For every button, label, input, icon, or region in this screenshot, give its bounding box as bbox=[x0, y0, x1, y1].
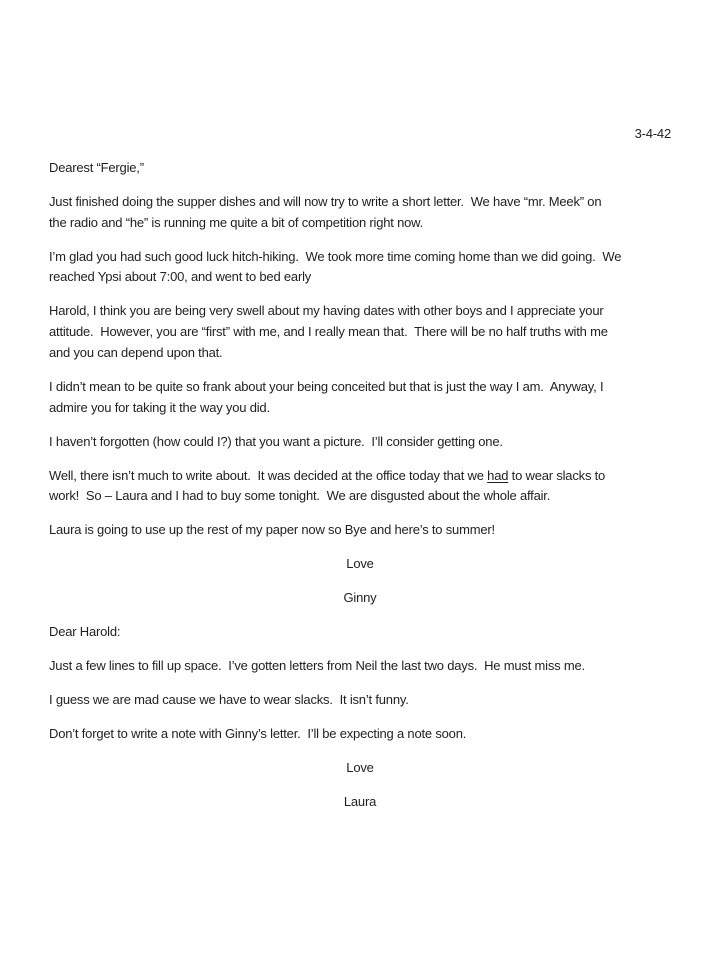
greeting-fergie-block bbox=[49, 158, 671, 179]
para-fill-space bbox=[49, 656, 671, 677]
closing-love-1 bbox=[49, 554, 671, 575]
line-segment: Well, there isn’t much to write about. It was decided at the office today that we bbox=[49, 467, 488, 483]
greeting-harold-block bbox=[49, 622, 671, 643]
text-line: I haven’t forgotten (how could I?) that you want a picture. I’ll consider getting one. bbox=[49, 433, 503, 449]
text-line: admire you for taking it the way you did. bbox=[49, 399, 270, 415]
text-line bbox=[49, 466, 671, 487]
para-harold-swell bbox=[49, 301, 671, 363]
text-line: I guess we are mad cause we have to wear slacks. It isn’t funny. bbox=[49, 692, 409, 708]
text-line: Just finished doing the supper dishes and will now try to write a short letter. We have “mr. Meek” on bbox=[49, 194, 602, 209]
greeting-fergie: Dearest “Fergie,” bbox=[49, 160, 144, 175]
signature-ginny bbox=[49, 588, 671, 609]
para-mad-slacks bbox=[49, 690, 671, 711]
para-frank-conceited bbox=[49, 377, 671, 418]
letter-date-block bbox=[49, 124, 671, 145]
para-note-reminder bbox=[49, 724, 671, 745]
para-hitch-hiking bbox=[49, 247, 671, 288]
letter-date: 3-4-42 bbox=[634, 126, 671, 141]
para-picture bbox=[49, 432, 671, 453]
text-line: I’m glad you had such good luck hitch-hiking. We took more time coming home than we did going. We bbox=[49, 248, 622, 264]
text-line: reached Ypsi about 7:00, and went to bed early bbox=[49, 269, 312, 285]
text-line: I didn’t mean to be quite so frank about your being conceited but that is just the way I am. Anyway, I bbox=[49, 378, 604, 394]
line-segment: to wear slacks to bbox=[508, 467, 606, 483]
para-paper-bye bbox=[49, 520, 671, 541]
closing-love-text: Love bbox=[346, 556, 374, 572]
para-slacks bbox=[49, 466, 671, 507]
text-line: attitude. However, you are “first” with me, and I really mean that. There will be no half truths with me bbox=[49, 324, 608, 340]
signature-laura bbox=[49, 792, 671, 813]
text-line: Laura is going to use up the rest of my paper now so Bye and here’s to summer! bbox=[49, 522, 495, 538]
text-line: the radio and “he” is running me quite a bit of competition right now. bbox=[49, 214, 424, 230]
signature-ginny-text: Ginny bbox=[343, 590, 377, 606]
para-supper-dishes bbox=[49, 192, 671, 233]
underlined-word-had: had bbox=[487, 467, 509, 483]
closing-love-2 bbox=[49, 758, 671, 779]
greeting-harold: Dear Harold: bbox=[49, 624, 121, 640]
signature-laura-text: Laura bbox=[343, 794, 377, 810]
text-line: work! So – Laura and I had to buy some tonight. We are disgusted about the whole affair. bbox=[49, 488, 551, 504]
text-line: and you can depend upon that. bbox=[49, 344, 223, 360]
text-line: Just a few lines to fill up space. I’ve gotten letters from Neil the last two days. He must miss me. bbox=[49, 658, 585, 674]
text-line: Don’t forget to write a note with Ginny’s letter. I’ll be expecting a note soon. bbox=[49, 726, 467, 742]
closing-love-text: Love bbox=[346, 760, 374, 776]
text-line: Harold, I think you are being very swell about my having dates with other boys and I appreciate your bbox=[49, 303, 604, 319]
